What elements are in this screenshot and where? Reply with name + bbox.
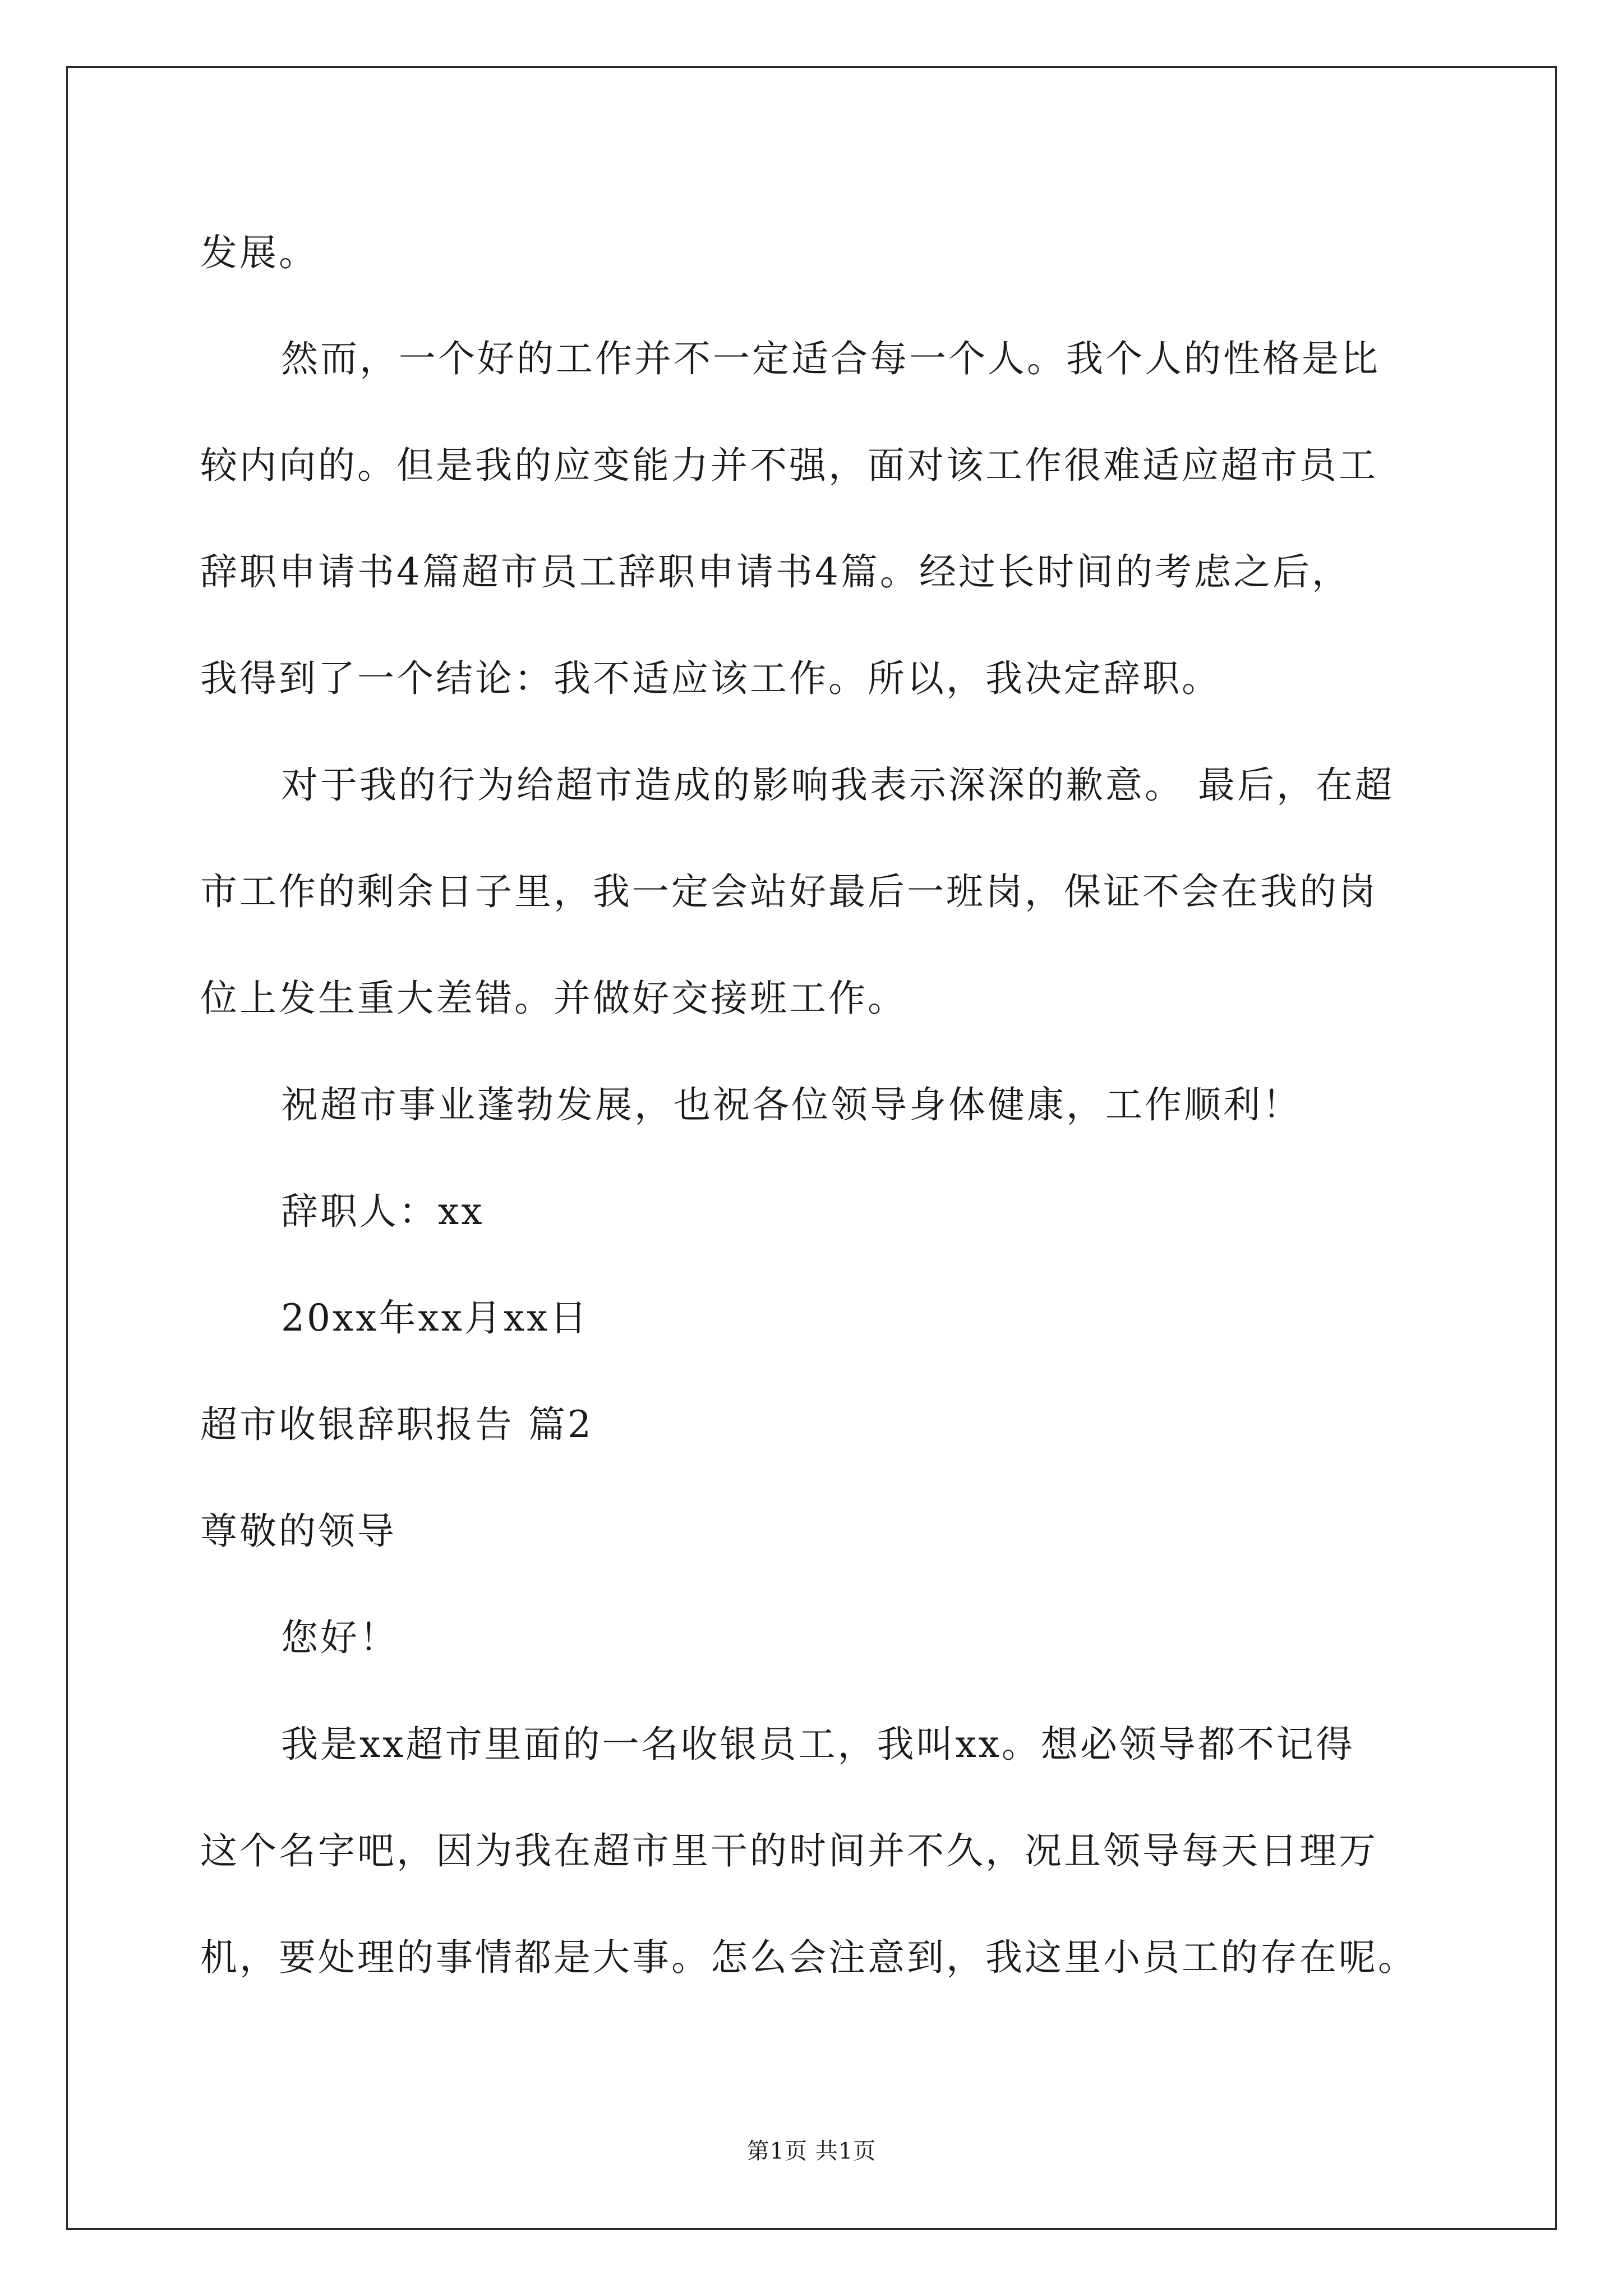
section-heading: 超市收银辞职报告 篇2 (200, 1403, 593, 1446)
greeting: 您好！ (281, 1616, 399, 1659)
signature-line: 辞职人：xx (281, 1190, 485, 1233)
text-line: 我得到了一个结论：我不适应该工作。所以，我决定辞职。 (200, 657, 1221, 700)
document-body (200, 0, 1423, 2296)
text-line: 机，要处理的事情都是大事。怎么会注意到，我这里小员工的存在呢。 (200, 1936, 1417, 1979)
paragraph-first-line: 我是xx超市里面的一名收银员工，我叫xx。想必领导都不记得 (281, 1723, 1355, 1766)
paragraph-first-line: 然而，一个好的工作并不一定适合每一个人。我个人的性格是比 (281, 337, 1380, 380)
date-line: 20xx年xx月xx日 (281, 1296, 589, 1340)
page-footer: 第1页 共1页 (746, 2138, 877, 2164)
text-line: 这个名字吧，因为我在超市里干的时间并不久，况且领导每天日理万 (200, 1829, 1378, 1872)
closing-wish: 祝超市事业蓬勃发展，也祝各位领导身体健康，工作顺利！ (281, 1083, 1302, 1126)
salutation: 尊敬的领导 (200, 1510, 396, 1553)
text-line: 较内向的。但是我的应变能力并不强，面对该工作很难适应超市员工 (200, 444, 1378, 487)
paragraph-first-line: 对于我的行为给超市造成的影响我表示深深的歉意。 最后，在超 (281, 763, 1394, 807)
text-line: 位上发生重大差错。并做好交接班工作。 (200, 977, 907, 1020)
text-line: 市工作的剩余日子里，我一定会站好最后一班岗，保证不会在我的岗 (200, 870, 1378, 913)
text-line: 辞职申请书4篇超市员工辞职申请书4篇。经过长时间的考虑之后， (200, 550, 1351, 593)
text-line: 发展。 (200, 231, 318, 274)
